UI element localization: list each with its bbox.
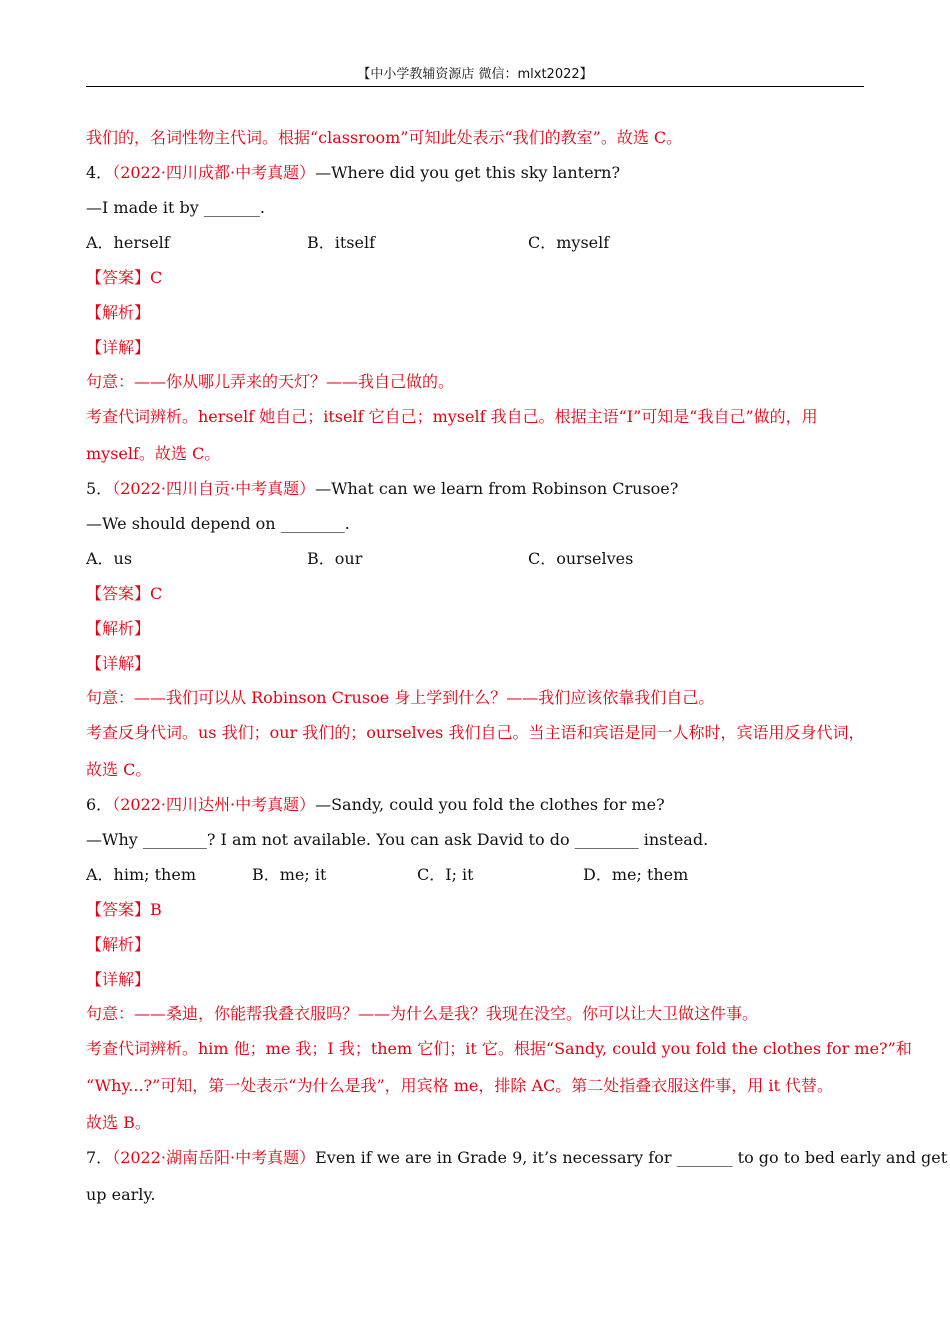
q4-answer	[86, 267, 162, 289]
q4-explanation-line1: 考查代词辨析。herself 她自己；itself 它自己；myself 我自己。根据主语“I”可知是“我自己”做的，用	[86, 407, 818, 426]
q5-detail-tag: 【详解】	[86, 654, 151, 673]
q6-explanation-line1: 考查代词辨析。him 他；me 我；I 我；them 它们；it 它。根据“Sandy, could you fold the clothes for me?”和	[86, 1039, 912, 1058]
q4-stem-line	[86, 162, 620, 184]
q7-source: （2022·湖南岳阳·中考真题）	[112, 1148, 316, 1167]
q5-answer-value: C	[150, 584, 163, 603]
q6-answer	[86, 899, 162, 921]
q6-answer-tag: 【答案】	[86, 900, 151, 919]
q4-source: （2022·四川成都·中考真题）	[112, 163, 316, 182]
q4-option-c: C．myself	[528, 233, 610, 252]
q4-option-b: B．itself	[307, 233, 376, 252]
q5-explanation-line1: 考查反身代词。us 我们；our 我们的；ourselves 我们自己。当主语和宾语是同一人称时，宾语用反身代词，	[86, 723, 865, 742]
q4-answer-value: C	[150, 268, 163, 287]
q5-explanation-line2: 故选 C。	[86, 760, 152, 779]
q4-analysis-tag: 【解析】	[86, 303, 151, 322]
q4-explanation-line2: myself。故选 C。	[86, 444, 221, 463]
q6-answer-value: B	[150, 900, 162, 919]
q6-option-c: C．I; it	[417, 865, 474, 884]
q5-stem: —What can we learn from Robinson Crusoe?	[315, 479, 679, 498]
intro-explanation: 我们的，名词性物主代词。根据“classroom”可知此处表示“我们的教室”。故选 C。	[86, 128, 683, 147]
page-header: 【中小学教辅资源店 微信：mlxt2022】	[86, 64, 864, 87]
q5-option-a: A．us	[86, 549, 133, 568]
q4-option-a: A．herself	[86, 233, 170, 252]
q5-option-b: B．our	[307, 549, 363, 568]
q7-stem: Even if we are in Grade 9, it’s necessary for _______ to go to bed early and get	[315, 1148, 948, 1167]
q4-blank-line: —I made it by _______.	[86, 198, 265, 217]
q4-stem: —Where did you get this sky lantern?	[315, 163, 621, 182]
q7-number: 7．	[86, 1148, 113, 1167]
q5-answer-tag: 【答案】	[86, 584, 151, 603]
q5-option-c: C．ourselves	[528, 549, 634, 568]
q4-meaning: 句意：——你从哪儿弄来的天灯？——我自己做的。	[86, 372, 455, 391]
q5-stem-line	[86, 478, 678, 500]
q6-number: 6．	[86, 795, 113, 814]
q6-meaning: 句意：——桑迪，你能帮我叠衣服吗？——为什么是我？我现在没空。你可以让大卫做这件事。	[86, 1004, 759, 1023]
q4-detail-tag: 【详解】	[86, 338, 151, 357]
q4-answer-tag: 【答案】	[86, 268, 151, 287]
q6-stem: —Sandy, could you fold the clothes for me?	[315, 795, 665, 814]
q6-stem-line	[86, 794, 665, 816]
q6-option-d: D．me; them	[583, 865, 689, 884]
q7-stem-line	[86, 1147, 947, 1169]
q5-source: （2022·四川自贡·中考真题）	[112, 479, 316, 498]
q6-explanation-line2: “Why...?”可知，第一处表示“为什么是我”，用宾格 me，排除 AC。第二处指叠衣服这件事，用 it 代替。	[86, 1076, 833, 1095]
q7-stem-continued: up early.	[86, 1185, 156, 1204]
q6-analysis-tag: 【解析】	[86, 935, 151, 954]
q4-number: 4．	[86, 163, 113, 182]
q5-meaning: 句意：——我们可以从 Robinson Crusoe 身上学到什么？——我们应该依靠我们自己。	[86, 688, 715, 707]
q6-option-b: B．me; it	[252, 865, 327, 884]
q5-analysis-tag: 【解析】	[86, 619, 151, 638]
q6-explanation-line3: 故选 B。	[86, 1113, 151, 1132]
q6-source: （2022·四川达州·中考真题）	[112, 795, 316, 814]
q5-number: 5．	[86, 479, 113, 498]
q6-detail-tag: 【详解】	[86, 970, 151, 989]
q5-blank-line: —We should depend on ________.	[86, 514, 350, 533]
q6-blank-line: —Why ________? I am not available. You can ask David to do ________ instead.	[86, 830, 709, 849]
q6-option-a: A．him; them	[86, 865, 197, 884]
q5-answer	[86, 583, 162, 605]
